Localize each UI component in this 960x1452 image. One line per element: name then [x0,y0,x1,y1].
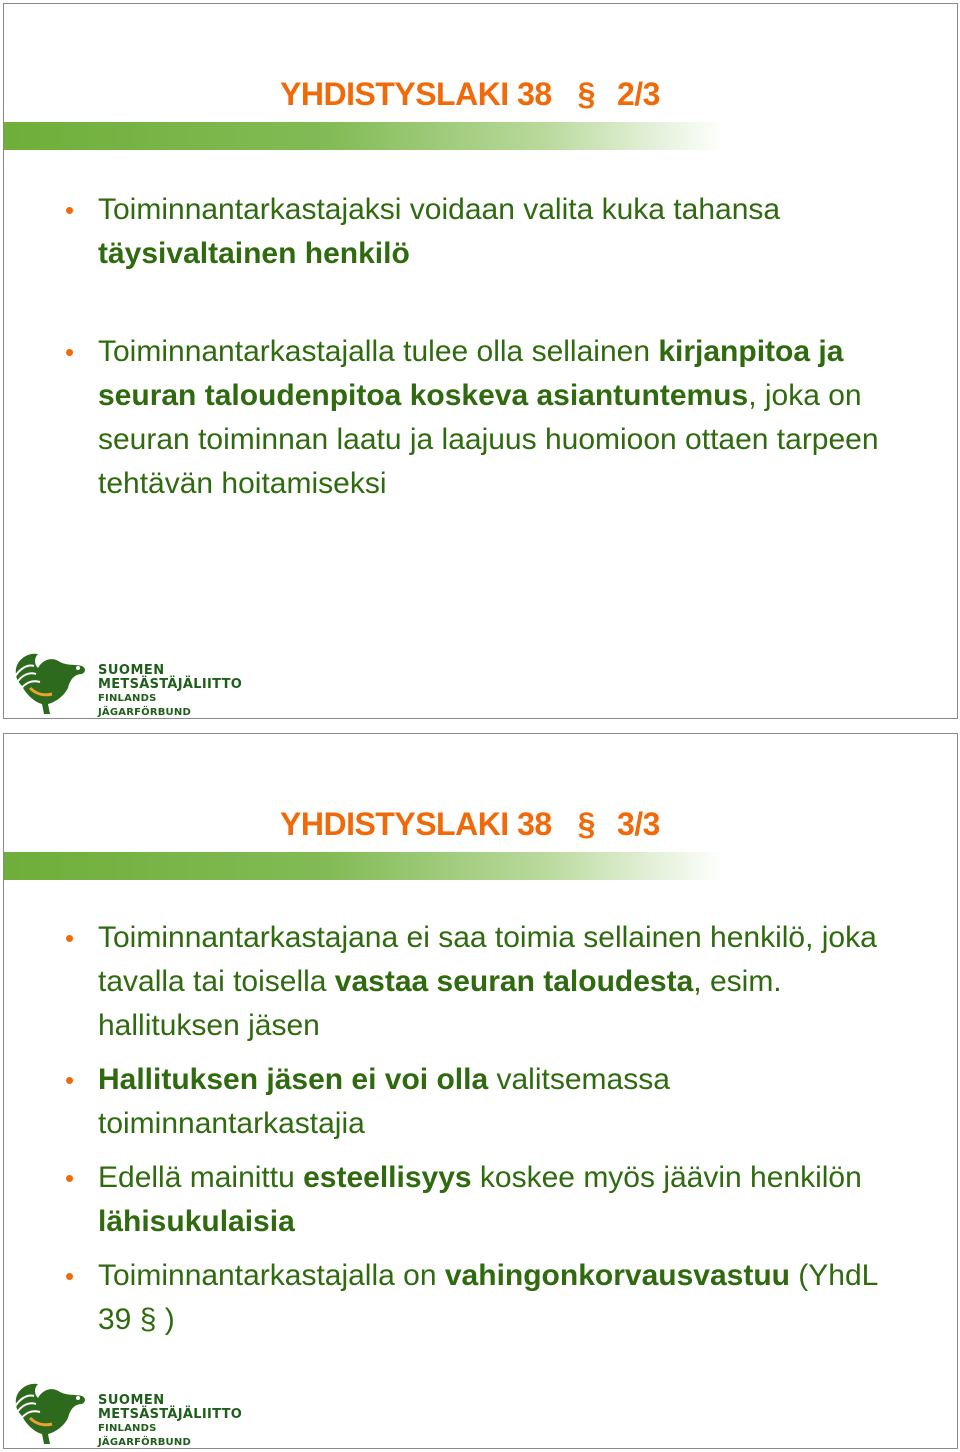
logo-line-3: FINLANDS JÄGARFÖRBUND [98,1423,191,1448]
logo-text [98,664,252,719]
logo-line-2: METSÄSTÄJÄLIITTO [98,677,243,692]
capercaillie-bird-icon [12,644,92,716]
bullet-text-bold: Hallituksen jäsen ei voi olla [98,1063,489,1096]
logo [12,1374,252,1446]
slide-3-of-3 [3,733,958,1449]
title-main: YHDISTYSLAKI 38 [280,806,552,842]
title-underline-bar [4,122,724,150]
bullet-text-bold: vastaa seuran taloudesta [334,965,694,998]
title-main: YHDISTYSLAKI 38 [280,76,552,112]
bullet-text: § [139,1303,157,1336]
logo-text [98,1394,252,1449]
bullet-text: , joka on seuran toiminnan laatu ja laajuus huomioon ottaen tarpeen tehtävän hoitamiseksi [98,379,879,500]
bullet-item [98,330,897,506]
bullet-text-bold: täysivaltainen henkilö [98,237,410,270]
bullet-text: Edellä mainittu [98,1161,304,1194]
logo-line-1: SUOMEN [98,1393,165,1408]
bullet-text: koskee myös jäävin henkilön [471,1161,862,1194]
logo-line-2: METSÄSTÄJÄLIITTO [98,1407,243,1422]
capercaillie-bird-icon [12,1374,92,1446]
slide-title [280,76,660,113]
slide-2-of-3 [3,3,958,719]
bullet-text: Toiminnantarkastajalla on [98,1259,445,1292]
bullet-text-bold: lähisukulaisia [98,1205,295,1238]
bullet-text: ) [156,1303,175,1336]
bullet-text-bold: vahingonkorvausvastuu [444,1259,790,1292]
bullet-item [98,1254,897,1342]
slide-title [280,806,660,843]
title-underline-bar [4,852,724,880]
bullet-list [98,178,897,506]
bullet-item [98,1156,897,1244]
bullet-list [98,906,897,1342]
bullet-text: valitsemassa toiminnantarkastajia [98,1063,670,1140]
bullet-text-bold: esteellisyys [303,1161,472,1194]
bullet-text: Toiminnantarkastajaksi voidaan valita kuka tahansa [98,193,781,226]
logo-line-1: SUOMEN [98,663,165,678]
title-page: 2/3 [616,76,660,112]
bullet-text-bold: kirjanpitoa ja seuran taloudenpitoa koskeva asiantuntemus [98,335,844,412]
bullet-text: Toiminnantarkastajalla tulee olla sellainen [98,335,659,368]
section-sign: § [577,806,595,842]
bullet-item [98,1058,897,1146]
bullet-item [98,916,897,1048]
bullet-text: Toiminnantarkastajana ei saa toimia sellainen henkilö, joka tavalla tai toisella [98,921,877,998]
logo [12,644,252,716]
title-page: 3/3 [616,806,660,842]
bullet-text: (YhdL 39 [98,1259,878,1336]
bullet-text: , esim. hallituksen jäsen [98,965,782,1042]
section-sign: § [577,76,595,112]
bullet-item [98,188,897,276]
logo-line-3: FINLANDS JÄGARFÖRBUND [98,693,191,718]
